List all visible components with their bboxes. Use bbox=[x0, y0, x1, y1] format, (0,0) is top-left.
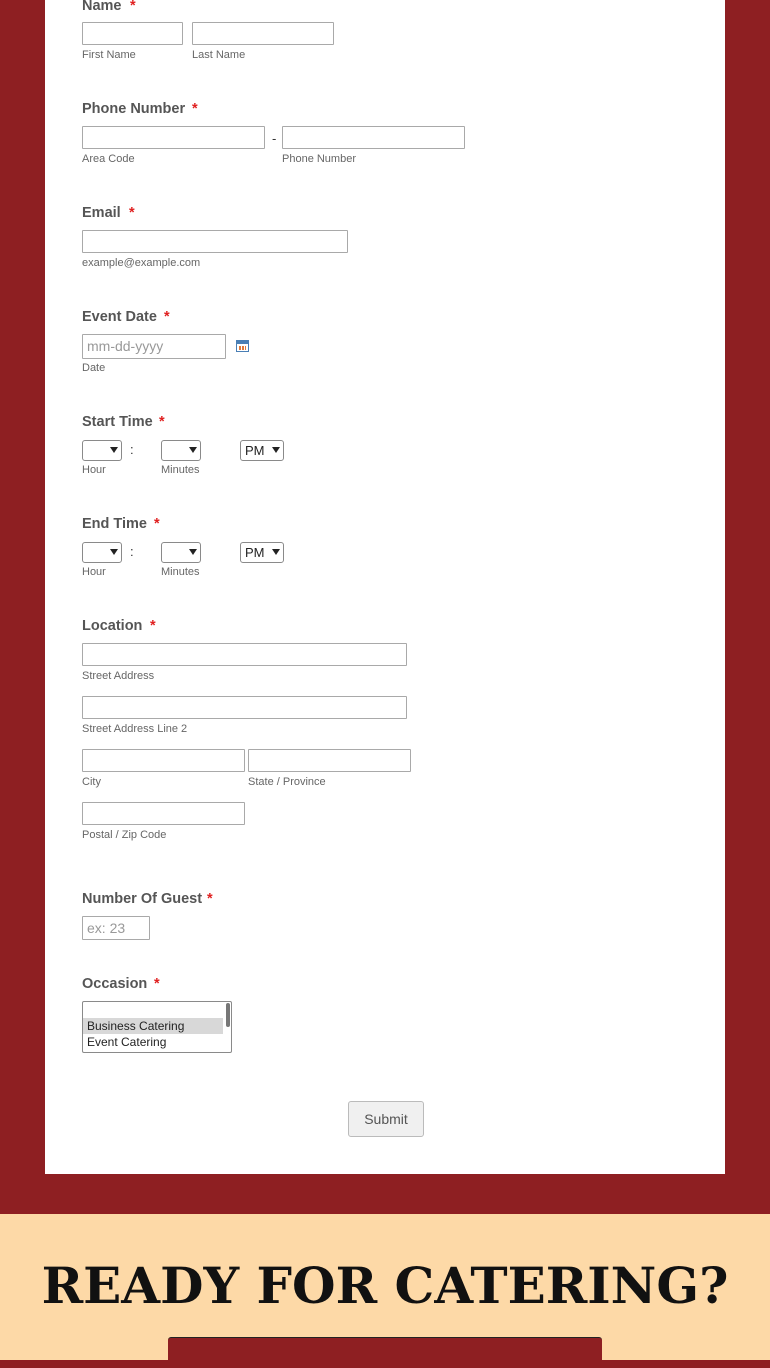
chevron-down-icon bbox=[110, 549, 118, 555]
start-time-colon: : bbox=[130, 442, 134, 457]
occasion-scrollbar[interactable] bbox=[226, 1003, 230, 1027]
area-code-sublabel: Area Code bbox=[82, 153, 135, 165]
chevron-down-icon bbox=[189, 549, 197, 555]
event-date-input[interactable]: mm-dd-yyyy bbox=[82, 334, 226, 359]
email-label: Email bbox=[82, 205, 121, 221]
end-minutes-select[interactable] bbox=[161, 542, 201, 563]
chevron-down-icon bbox=[189, 447, 197, 453]
start-minutes-select[interactable] bbox=[161, 440, 201, 461]
postal-code-input[interactable] bbox=[82, 802, 245, 825]
location-label: Location bbox=[82, 618, 143, 634]
phone-number-sublabel: Phone Number bbox=[282, 153, 356, 165]
state-province-sublabel: State / Province bbox=[248, 776, 326, 788]
phone-dash: - bbox=[272, 131, 277, 146]
chevron-down-icon bbox=[110, 447, 118, 453]
end-hour-sublabel: Hour bbox=[82, 566, 106, 578]
end-ampm-select[interactable] bbox=[240, 542, 284, 563]
city-sublabel: City bbox=[82, 776, 101, 788]
email-input[interactable] bbox=[82, 230, 348, 253]
end-ampm-value: PM bbox=[245, 545, 265, 560]
start-minutes-sublabel: Minutes bbox=[161, 464, 200, 476]
last-name-input[interactable] bbox=[192, 22, 334, 45]
name-required-marker: * bbox=[130, 0, 136, 14]
start-time-label: Start Time bbox=[82, 414, 153, 430]
start-hour-select[interactable] bbox=[82, 440, 122, 461]
event-date-sublabel: Date bbox=[82, 362, 106, 374]
guests-input[interactable]: ex: 23 bbox=[82, 916, 150, 940]
chevron-down-icon bbox=[272, 549, 280, 555]
start-ampm-value: PM bbox=[245, 443, 265, 458]
occasion-label: Occasion bbox=[82, 976, 148, 992]
guests-label: Number Of Guest bbox=[82, 891, 203, 907]
city-input[interactable] bbox=[82, 749, 245, 772]
phone-required-marker: * bbox=[192, 101, 198, 117]
occasion-required-marker: * bbox=[154, 976, 160, 992]
street-address-sublabel: Street Address bbox=[82, 670, 155, 682]
end-time-required-marker: * bbox=[154, 516, 160, 532]
first-name-sublabel: First Name bbox=[82, 49, 136, 61]
end-minutes-sublabel: Minutes bbox=[161, 566, 200, 578]
name-label: Name bbox=[82, 0, 122, 14]
calendar-icon[interactable] bbox=[236, 340, 249, 352]
occasion-option[interactable]: Event Catering bbox=[87, 1035, 167, 1049]
area-code-input[interactable] bbox=[82, 126, 265, 149]
event-date-label: Event Date bbox=[82, 309, 157, 325]
first-name-input[interactable] bbox=[82, 22, 183, 45]
last-name-sublabel: Last Name bbox=[192, 49, 246, 61]
end-time-label: End Time bbox=[82, 516, 147, 532]
start-hour-sublabel: Hour bbox=[82, 464, 106, 476]
postal-code-sublabel: Postal / Zip Code bbox=[82, 829, 167, 841]
state-province-input[interactable] bbox=[248, 749, 411, 772]
form-card bbox=[45, 0, 725, 1174]
occasion-listbox[interactable] bbox=[82, 1001, 232, 1053]
start-ampm-select[interactable] bbox=[240, 440, 284, 461]
street-address-input[interactable] bbox=[82, 643, 407, 666]
cta-button[interactable] bbox=[168, 1337, 602, 1368]
chevron-down-icon bbox=[272, 447, 280, 453]
phone-number-input[interactable] bbox=[282, 126, 465, 149]
cta-title: READY FOR CATERING? bbox=[41, 1256, 729, 1315]
start-time-required-marker: * bbox=[159, 414, 165, 430]
phone-label: Phone Number bbox=[82, 101, 186, 117]
street-address-line2-input[interactable] bbox=[82, 696, 407, 719]
street-address-line2-sublabel: Street Address Line 2 bbox=[82, 723, 188, 735]
guests-required-marker: * bbox=[207, 891, 213, 907]
event-date-required-marker: * bbox=[164, 309, 170, 325]
end-hour-select[interactable] bbox=[82, 542, 122, 563]
end-time-colon: : bbox=[130, 544, 134, 559]
location-required-marker: * bbox=[150, 618, 156, 634]
email-sublabel: example@example.com bbox=[82, 257, 201, 269]
occasion-option[interactable]: Business Catering bbox=[83, 1018, 223, 1034]
email-required-marker: * bbox=[129, 205, 135, 221]
submit-button[interactable]: Submit bbox=[348, 1101, 424, 1137]
